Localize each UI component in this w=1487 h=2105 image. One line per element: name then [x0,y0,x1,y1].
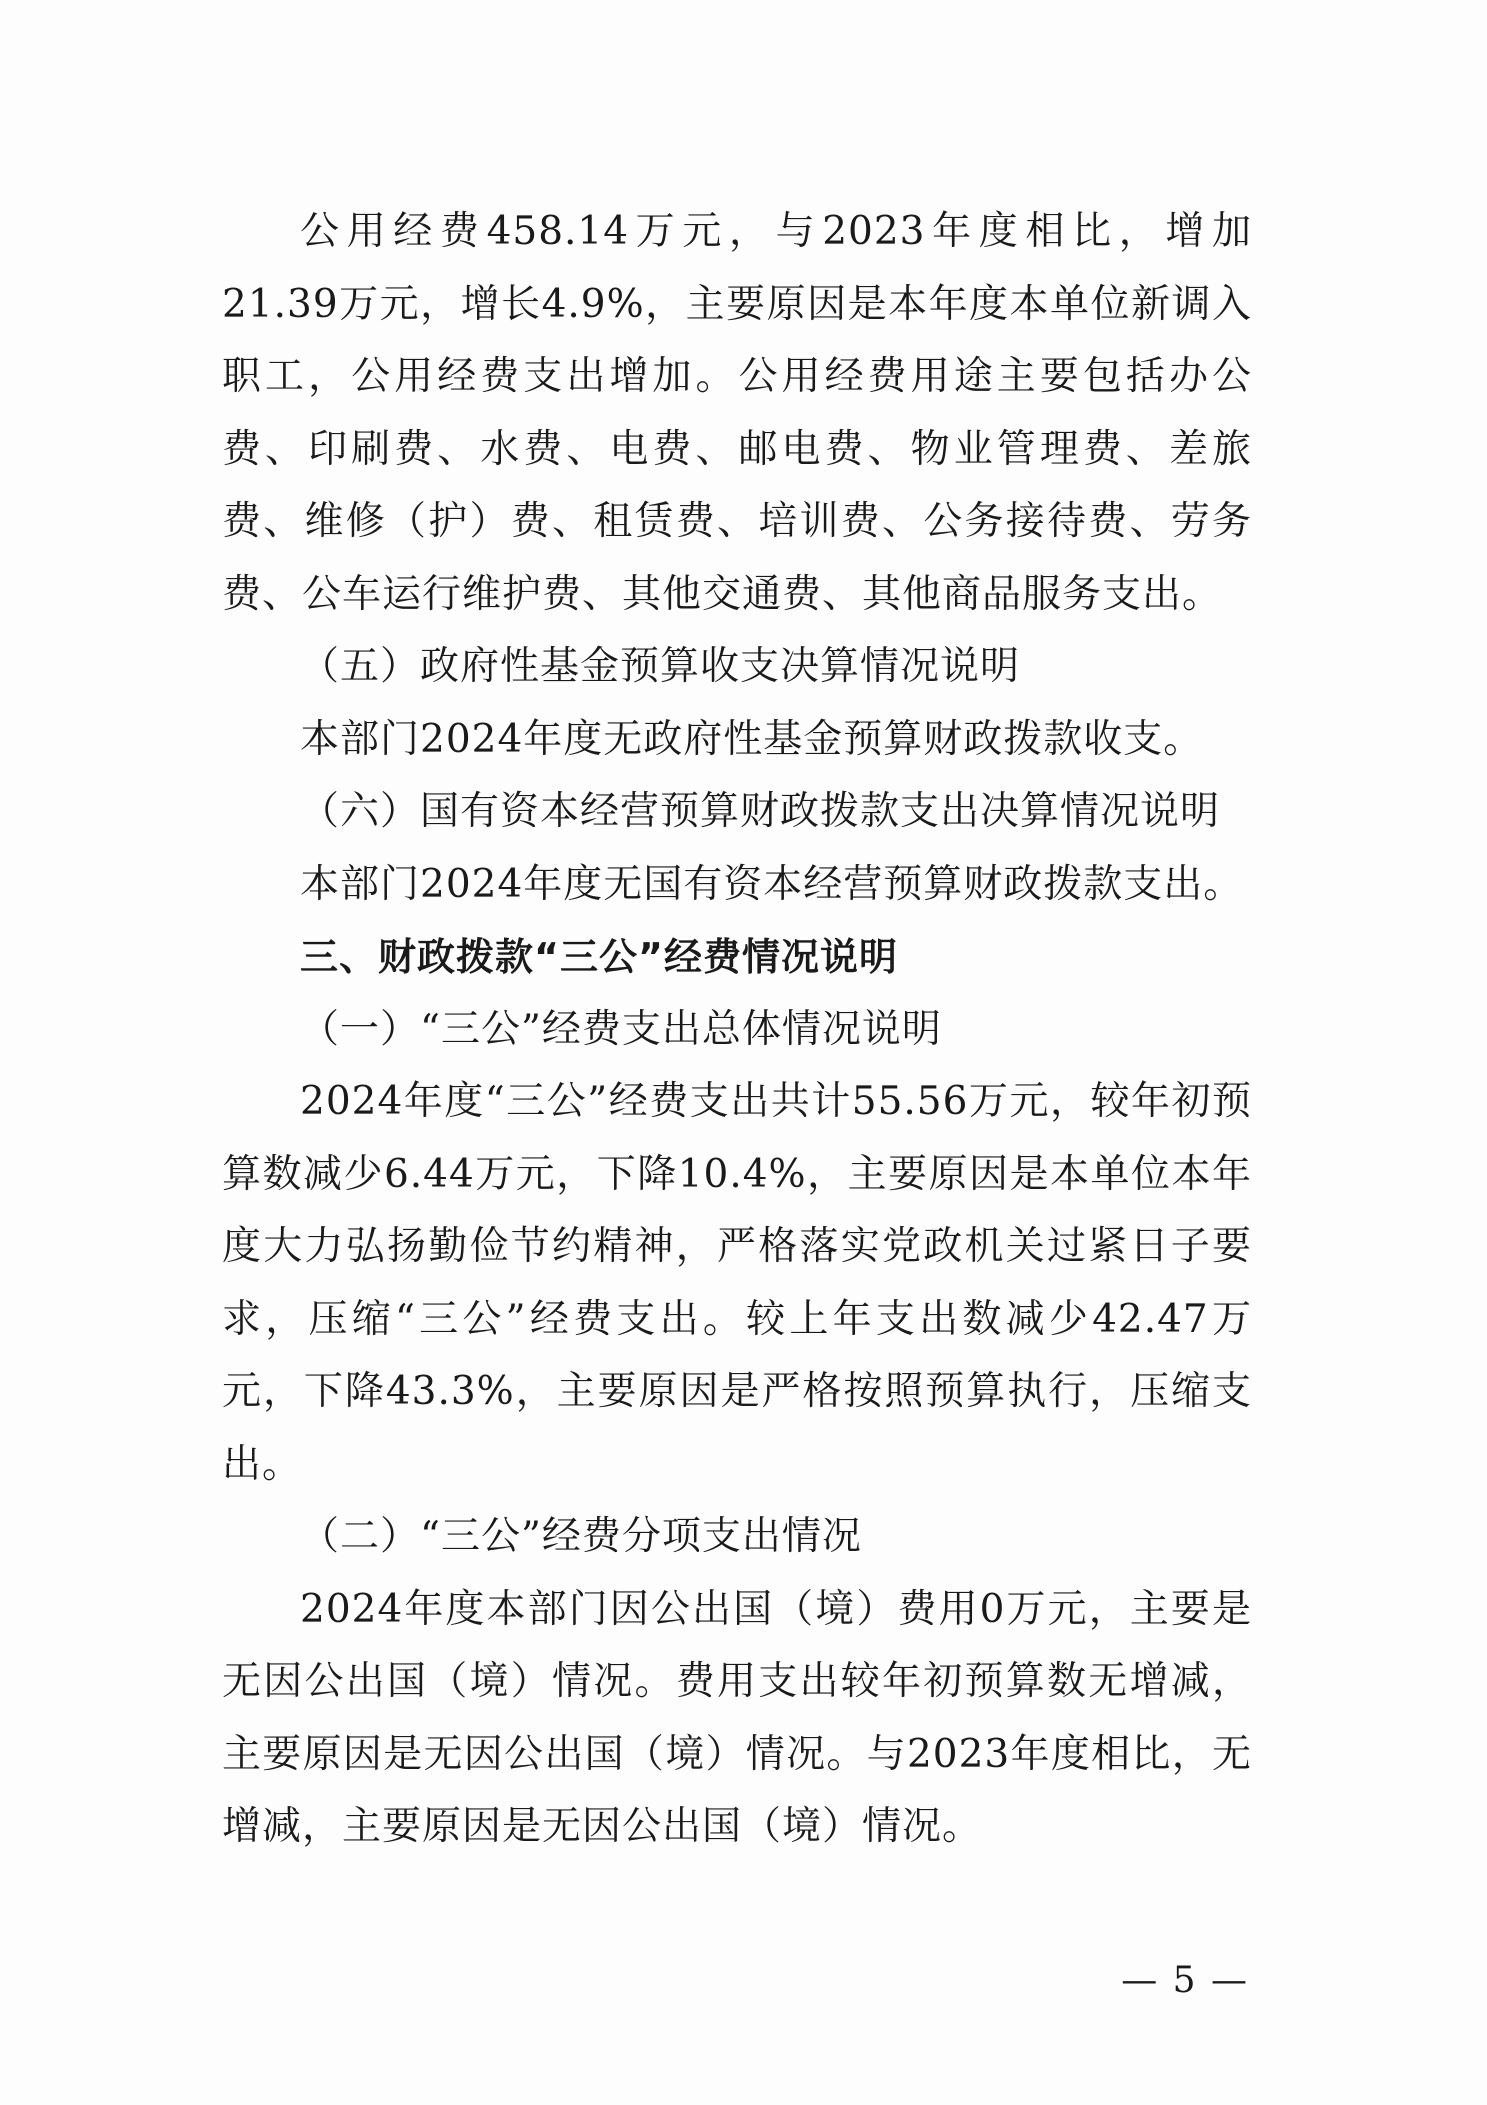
page-number: — 5 — [1121,1960,1249,2001]
paragraph-public-expenses: 公用经费458.14万元，与2023年度相比，增加21.39万元，增长4.9%，主要原因是本年度本单位新调入职工，公用经费支出增加。公用经费用途主要包括办公费、印刷费、水费、电费、邮电费、物业管理费、差旅费、维修（护）费、租赁费、培训费、公务接待费、劳务费、公车运行维护费、其他交通费、其他商品服务支出。 [222,209,1252,617]
heading-three-public-expenses: 三、财政拨款“三公”经费情况说明 [300,935,898,979]
heading-state-capital-budget: （六）国有资本经营预算财政拨款支出决算情况说明 [300,789,1221,834]
paragraph-state-capital-budget: 本部门2024年度无国有资本经营预算财政拨款支出。 [300,861,1244,907]
paragraph-three-public-overall: 2024年度“三公”经费支出共计55.56万元，较年初预算数减少6.44万元，下降10.4%，主要原因是本单位本年度大力弘扬勤俭节约精神，严格落实党政机关过紧日子要求，压缩“三公”经费支出。较上年支出数减少42.47万元，下降43.3%，主要原因是严格按照预算执行，压缩支出。 [222,1079,1252,1487]
heading-three-public-itemized: （二）“三公”经费分项支出情况 [300,1514,862,1559]
heading-gov-fund-budget: （五）政府性基金预算收支决算情况说明 [300,644,1021,689]
heading-three-public-overall: （一）“三公”经费支出总体情况说明 [300,1006,942,1052]
paragraph-outbound-travel: 2024年度本部门因公出国（境）费用0万元，主要是无因公出国（境）情况。费用支出较年初预算数无增减，主要原因是无因公出国（境）情况。与2023年度相比，无增减，主要原因是无因公出国（境）情况。 [222,1586,1252,1849]
paragraph-gov-fund-budget: 本部门2024年度无政府性基金预算财政拨款收支。 [300,716,1204,762]
document-body [222,196,1252,1864]
